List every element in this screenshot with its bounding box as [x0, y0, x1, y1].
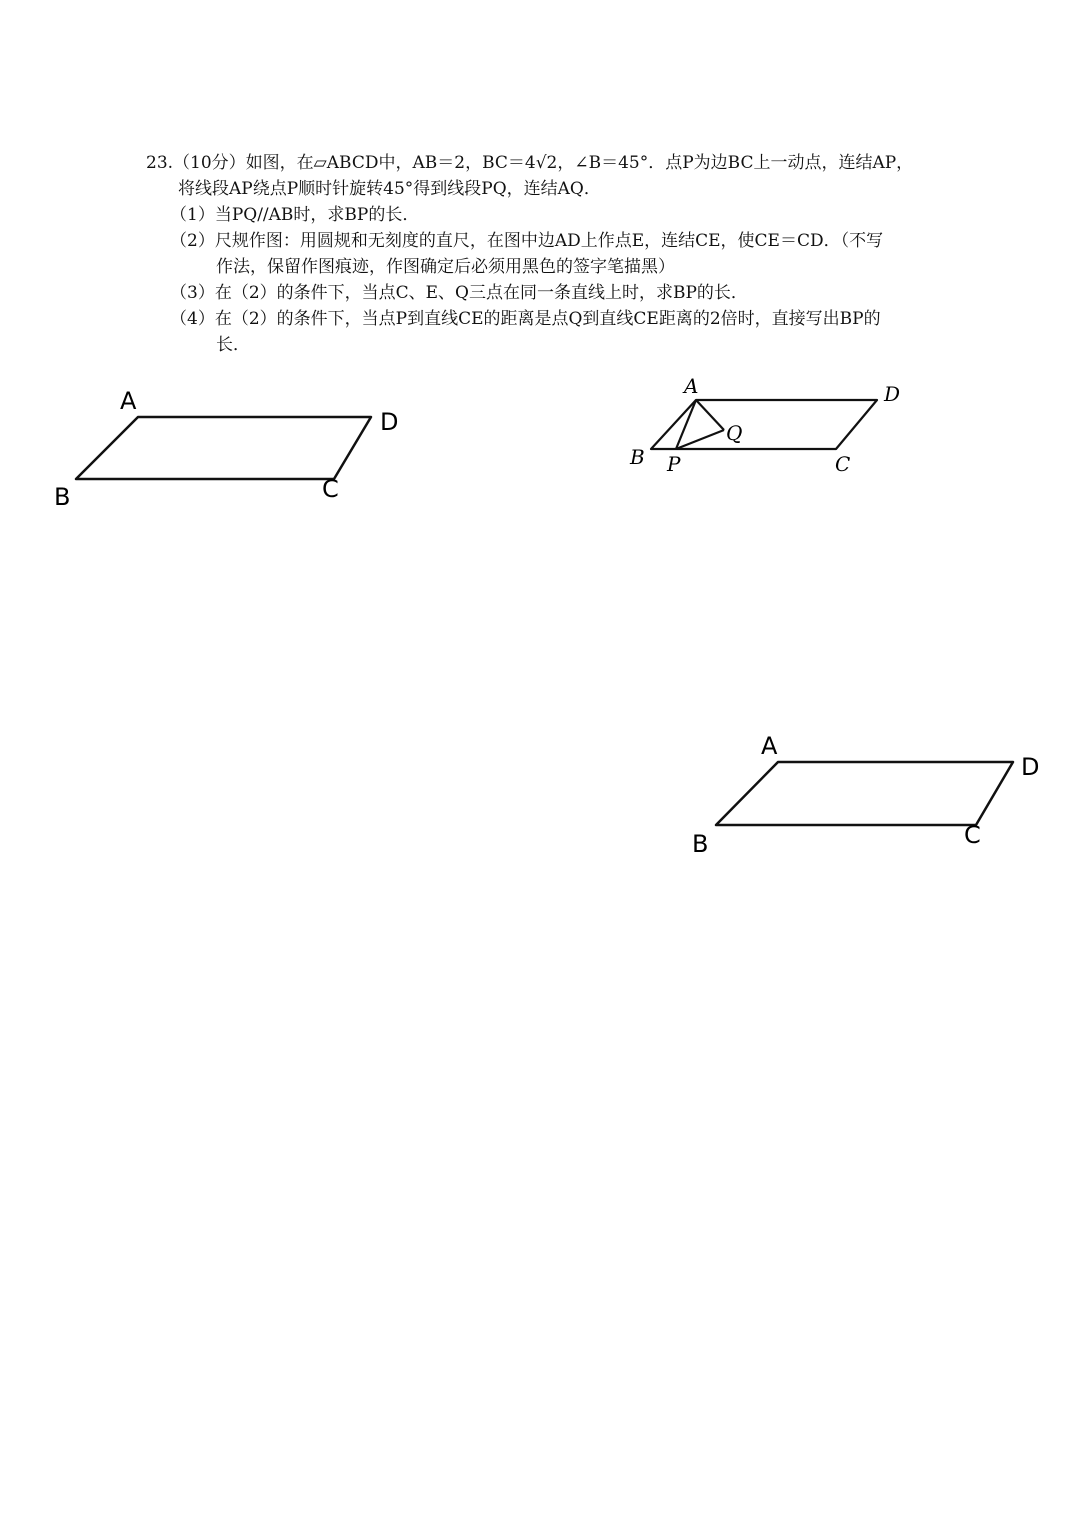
label-left-a: A — [120, 387, 137, 415]
label-bottom-c: C — [964, 821, 981, 849]
question-3: （3）在（2）的条件下，当点C、E、Q三点在同一条直线上时，求BP的长． — [170, 283, 748, 303]
question-1: （1）当PQ//AB时，求BP的长． — [170, 205, 420, 225]
label-main-p: P — [667, 452, 681, 476]
question-4-line2: 长． — [216, 335, 250, 355]
label-main-c: C — [835, 452, 851, 476]
label-bottom-a: A — [761, 732, 778, 760]
label-bottom-b: B — [692, 830, 709, 858]
label-left-d: D — [380, 408, 399, 436]
question-4-line1: （4）在（2）的条件下，当点P到直线CE的距离是点Q到直线CE距离的2倍时，直接写出BP的 — [170, 309, 881, 329]
problem-stem-line2: 将线段AP绕点P顺时针旋转45°得到线段PQ，连结AQ． — [178, 179, 601, 199]
label-main-b: B — [630, 445, 645, 469]
label-main-a: A — [684, 374, 699, 398]
question-2-line2: 作法，保留作图痕迹，作图确定后必须用黑色的签字笔描黑） — [216, 257, 675, 277]
question-2-line1: （2）尺规作图：用圆规和无刻度的直尺，在图中边AD上作点E，连结CE，使CE＝CD．（不写 — [170, 231, 884, 251]
problem-number: 23. — [146, 153, 174, 173]
label-main-q: Q — [726, 421, 743, 445]
label-bottom-d: D — [1021, 753, 1040, 781]
problem-stem-text1: 如图，在▱ABCD中，AB＝2，BC＝4√2，∠B＝45°．点P为边BC上一动点，连结AP， — [245, 153, 914, 173]
label-main-d: D — [884, 382, 901, 406]
problem-score: （10分） — [173, 153, 246, 173]
label-left-b: B — [54, 483, 71, 511]
parallelogram-bottom — [716, 762, 1013, 825]
label-left-c: C — [322, 475, 339, 503]
